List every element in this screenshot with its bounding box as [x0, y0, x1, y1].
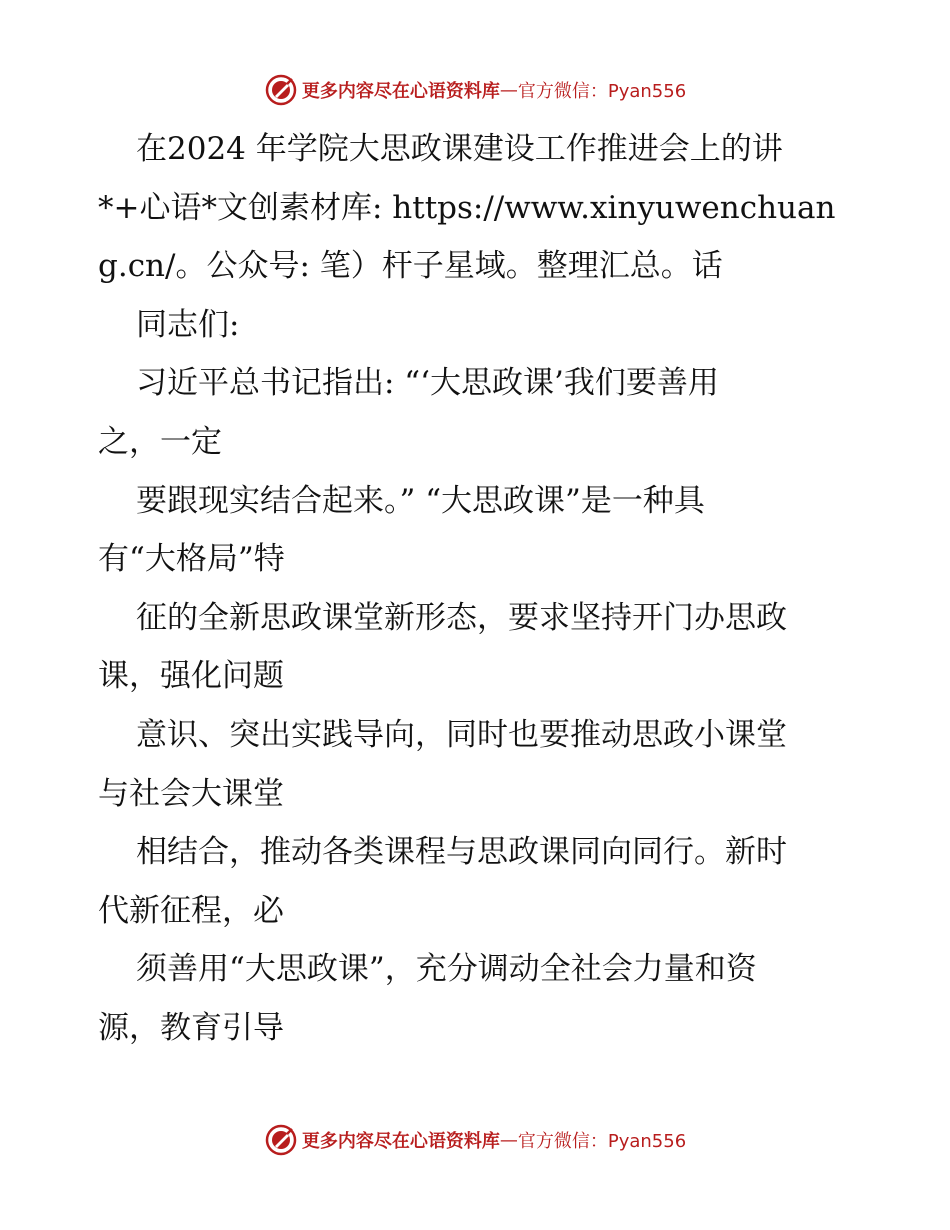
- text-line: 习近平总书记指出: “‘大思政课’我们要善用: [136, 365, 719, 402]
- text-line: 课，强化问题: [98, 658, 284, 695]
- pen-nib-logo-icon: [264, 73, 298, 107]
- document-body: [98, 120, 858, 1058]
- header-brand-text: 更多内容尽在心语资料库: [301, 81, 500, 102]
- text-line: 征的全新思政课堂新形态，要求坚持开门办思政: [136, 599, 787, 636]
- text-line: *+心语*文创素材库: https://www.xinyuwenchuan: [98, 189, 836, 226]
- text-line: 同志们:: [136, 306, 240, 343]
- text-line: 代新征程，必: [98, 892, 284, 929]
- footer-brand-text: 更多内容尽在心语资料库: [301, 1131, 500, 1152]
- footer-banner: [0, 1120, 950, 1160]
- header-banner: [0, 70, 950, 110]
- text-line: 在2024 年学院大思政课建设工作推进会上的讲: [136, 131, 783, 167]
- footer-separator: —: [499, 1129, 518, 1151]
- footer-contact-text: 官方微信：Pyan556: [517, 1131, 687, 1152]
- text-line: 要跟现实结合起来。” “大思政课”是一种具: [136, 482, 705, 519]
- text-line: g.cn/。公众号: 笔）杆子星域。整理汇总。话: [98, 248, 723, 285]
- pen-nib-logo-icon: [264, 1123, 298, 1157]
- header-separator: —: [499, 79, 518, 101]
- text-line: 源，教育引导: [98, 1009, 284, 1046]
- text-line: 与社会大课堂: [98, 775, 284, 812]
- text-line: 相结合，推动各类课程与思政课同向同行。新时: [136, 834, 787, 871]
- header-contact-text: 官方微信：Pyan556: [517, 81, 687, 102]
- text-line: 之，一定: [98, 423, 222, 460]
- text-line: 有“大格局”特: [98, 541, 285, 578]
- text-line: 须善用“大思政课”，充分调动全社会力量和资: [136, 951, 757, 988]
- text-line: 意识、突出实践导向，同时也要推动思政小课堂: [136, 716, 787, 753]
